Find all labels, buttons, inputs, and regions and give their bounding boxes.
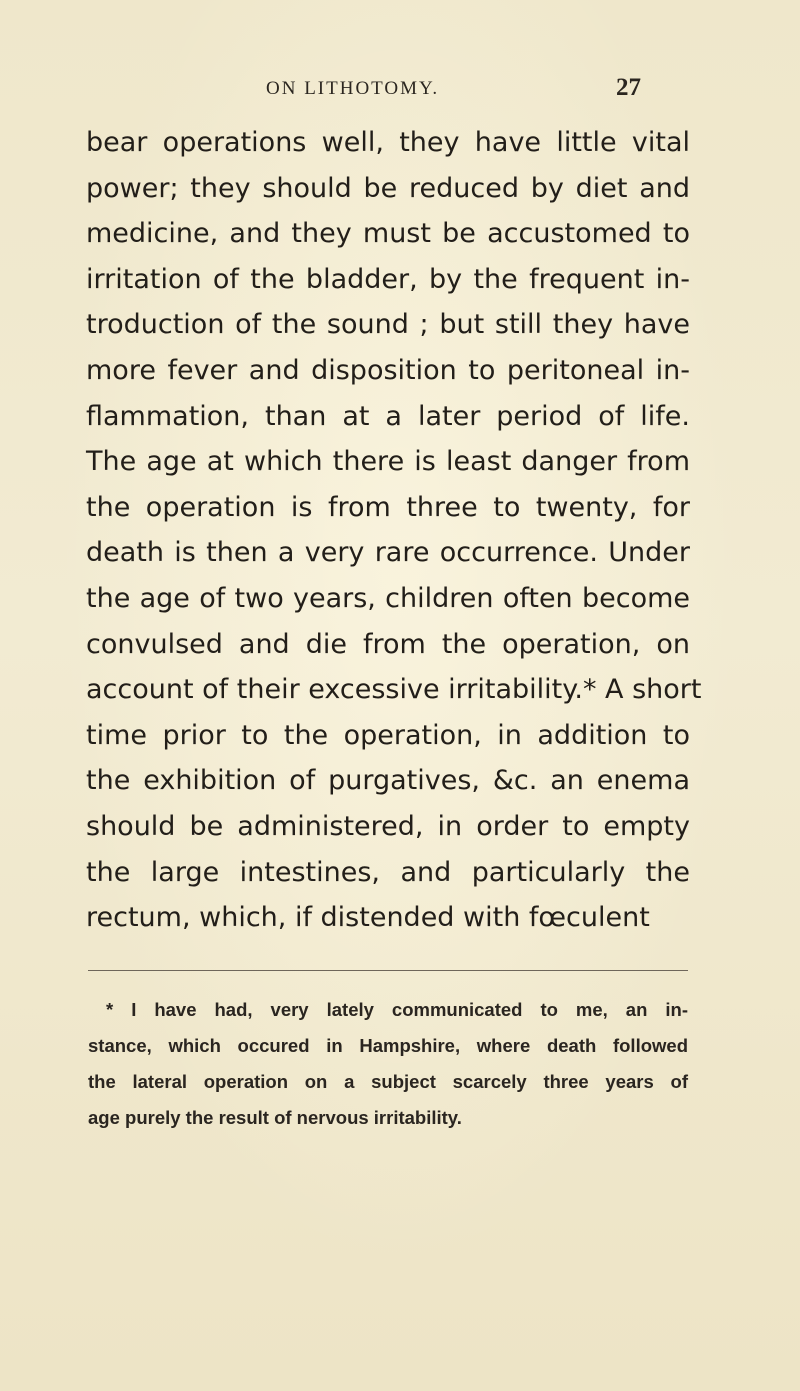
body-line: power; they should be reduced by diet and <box>86 172 690 204</box>
body-line: rectum, which, if distended with fœculent <box>86 902 650 934</box>
body-line: flammation, than at a later period of life. <box>86 400 690 432</box>
body-line: should be administered, in order to empty <box>86 810 690 842</box>
body-line: convulsed and die from the operation, on <box>86 628 690 660</box>
footnote-divider <box>88 970 688 971</box>
footnote-line: the lateral operation on a subject scarcely three years of <box>88 1071 688 1092</box>
footnote-line: * I have had, very lately communicated to me, an in- <box>106 999 688 1020</box>
page-number: 27 <box>616 74 641 101</box>
body-line: the exhibition of purgatives, &c. an enema <box>86 765 690 797</box>
body-line: the large intestines, and particularly the <box>86 856 690 888</box>
body-line: troduction of the sound ; but still they have <box>86 309 690 341</box>
running-head <box>0 74 800 108</box>
body-line: irritation of the bladder, by the frequent in- <box>86 263 690 295</box>
body-line: account of their excessive irritability.* A short <box>86 674 702 706</box>
footnote <box>88 992 688 1136</box>
body-line: more fever and disposition to peritoneal in- <box>86 354 690 386</box>
body-line: the operation is from three to twenty, for <box>86 491 690 523</box>
running-title: ON LITHOTOMY. <box>266 78 440 99</box>
footnote-line: age purely the result of nervous irritability. <box>88 1107 462 1128</box>
body-line: the age of two years, children often become <box>86 582 690 614</box>
body-line: time prior to the operation, in addition to <box>86 719 690 751</box>
body-line: medicine, and they must be accustomed to <box>86 218 690 250</box>
body-line: death is then a very rare occurrence. Under <box>86 537 690 569</box>
footnote-line: stance, which occured in Hampshire, where death followed <box>88 1035 688 1056</box>
body-text <box>86 120 702 941</box>
body-line: bear operations well, they have little vital <box>86 127 690 158</box>
body-line: The age at which there is least danger from <box>86 446 690 478</box>
